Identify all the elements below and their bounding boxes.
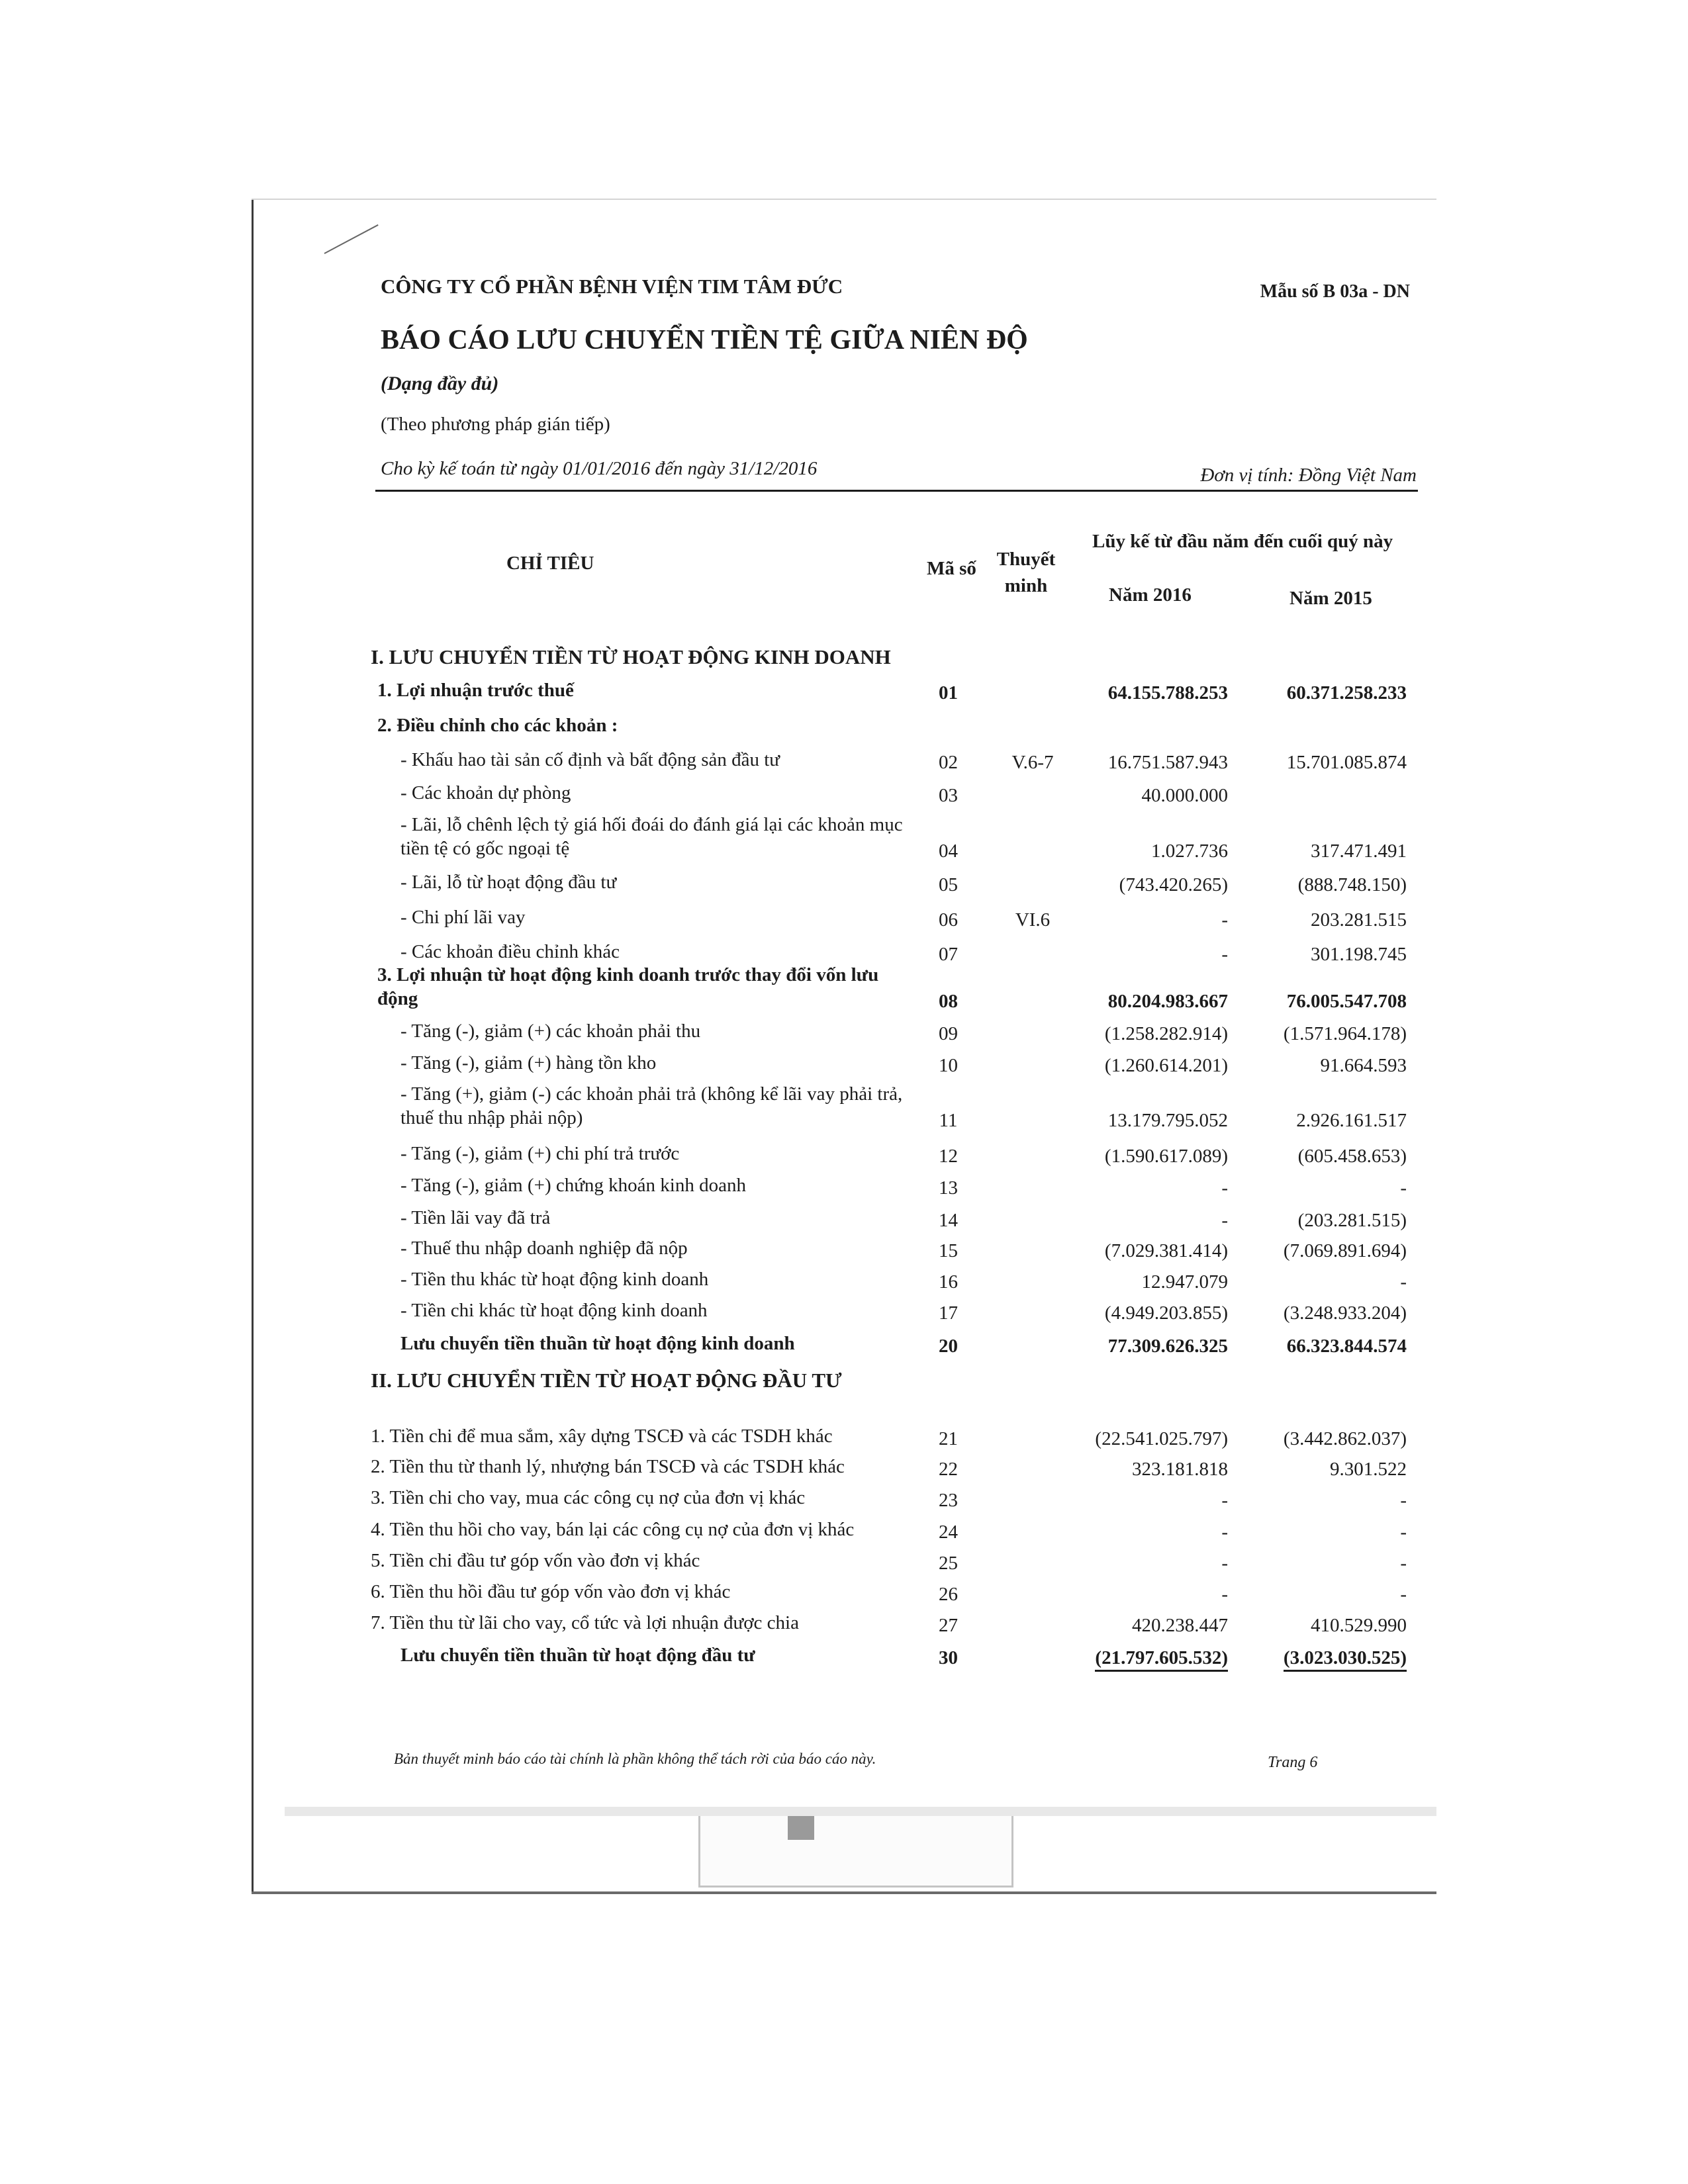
table-row: [0, 1643, 1688, 1675]
row-value-2015: -: [1400, 1490, 1407, 1511]
row-value-2015: (1.571.964.178): [1283, 1023, 1407, 1044]
row-label: - Lãi, lỗ từ hoạt động đầu tư: [400, 872, 617, 893]
column-header-thuyet-minh: Thuyết minh: [996, 549, 1056, 596]
table-row: [0, 1173, 1688, 1205]
report-period: Cho kỳ kế toán từ ngày 01/01/2016 đến ngày 31/12/2016: [381, 458, 818, 479]
row-value-2015: (3.023.030.525): [1225, 1647, 1407, 1669]
row-value-2015: 410.529.990: [1311, 1615, 1407, 1636]
row-value-2016: -: [1221, 1490, 1228, 1511]
row-code: 01: [939, 682, 958, 704]
row-value-2015: 203.281.515: [1311, 909, 1407, 931]
table-row: [0, 1332, 1688, 1363]
row-value-2016: 1.027.736: [1151, 841, 1228, 862]
row-label: - Các khoản dự phòng: [400, 782, 571, 803]
row-value-2016: -: [1221, 1177, 1228, 1199]
row-value-2016: (21.797.605.532): [1046, 1647, 1228, 1669]
table-row: [0, 1142, 1688, 1173]
row-code: 11: [939, 1110, 958, 1131]
row-value-2015: 9.301.522: [1330, 1459, 1407, 1480]
table-row: [0, 645, 1688, 677]
table-row: [0, 813, 1688, 866]
row-value-2015: -: [1400, 1584, 1407, 1605]
currency-unit: Đơn vị tính: Đồng Việt Nam: [1200, 465, 1417, 486]
row-value-2015: 301.198.745: [1311, 944, 1407, 965]
table-row: [0, 1455, 1688, 1486]
row-code: 06: [939, 909, 958, 931]
row-code: 17: [939, 1302, 958, 1324]
row-label: Lưu chuyển tiền thuần từ hoạt động kinh doanh: [400, 1333, 795, 1354]
table-row: [0, 870, 1688, 902]
report-method: (Theo phương pháp gián tiếp): [381, 414, 610, 435]
table-row: [0, 1369, 1688, 1400]
table-row: [0, 1611, 1688, 1643]
row-label: 6. Tiền thu hồi đầu tư góp vốn vào đơn vị khác: [371, 1581, 731, 1602]
row-value-2015: 76.005.547.708: [1286, 991, 1407, 1012]
row-value-2016: 77.309.626.325: [1107, 1336, 1228, 1357]
row-value-2015: (888.748.150): [1297, 874, 1407, 895]
table-row: [0, 1580, 1688, 1612]
row-label: 4. Tiền thu hồi cho vay, bán lại các công cụ nợ của đơn vị khác: [371, 1519, 855, 1540]
row-label: I. LƯU CHUYỂN TIỀN TỪ HOẠT ĐỘNG KINH DOANH: [371, 645, 891, 668]
table-row: [0, 748, 1688, 780]
row-label: - Thuế thu nhập doanh nghiệp đã nộp: [400, 1238, 688, 1259]
column-header-ma-so: Mã số: [927, 558, 976, 579]
table-row: [0, 1518, 1688, 1549]
row-value-2016: 13.179.795.052: [1107, 1110, 1228, 1131]
row-code: 07: [939, 944, 958, 965]
row-value-2016: (1.260.614.201): [1104, 1055, 1228, 1076]
footer-note: Bản thuyết minh báo cáo tài chính là phần không thể tách rời của báo cáo này.: [394, 1751, 876, 1767]
row-code: 14: [939, 1210, 958, 1231]
row-code: 12: [939, 1146, 958, 1167]
table-row: [0, 963, 1688, 1016]
row-label: Lưu chuyển tiền thuần từ hoạt động đầu tư: [400, 1645, 755, 1666]
row-value-2015: 2.926.161.517: [1296, 1110, 1407, 1131]
row-code: 30: [939, 1647, 958, 1668]
row-label: - Tăng (+), giảm (-) các khoản phải trả (không kể lãi vay phải trả, thuế thu nhập phải nộp): [400, 1083, 903, 1128]
company-name: CÔNG TY CỔ PHẦN BỆNH VIỆN TIM TÂM ĐỨC: [381, 275, 843, 298]
row-label: 3. Lợi nhuận từ hoạt động kinh doanh trước thay đổi vốn lưu động: [377, 964, 879, 1009]
row-label: 7. Tiền thu từ lãi cho vay, cổ tức và lợi nhuận được chia: [371, 1612, 799, 1633]
table-row: [0, 1019, 1688, 1051]
row-value-2016: (743.420.265): [1119, 874, 1228, 895]
page-number: Trang 6: [1268, 1754, 1318, 1771]
row-note: VI.6: [1015, 909, 1051, 931]
row-label: - Tăng (-), giảm (+) chứng khoán kinh doanh: [400, 1175, 746, 1196]
row-code: 08: [939, 991, 958, 1012]
row-code: 10: [939, 1055, 958, 1076]
report-subtitle: (Dạng đầy đủ): [381, 373, 499, 394]
row-label: II. LƯU CHUYỂN TIỀN TỪ HOẠT ĐỘNG ĐẦU TƯ: [371, 1369, 842, 1392]
row-value-2016: 420.238.447: [1132, 1615, 1228, 1636]
row-value-2015: 66.323.844.574: [1286, 1336, 1407, 1357]
row-label: - Các khoản điều chỉnh khác: [400, 941, 620, 962]
row-value-2016: (4.949.203.855): [1104, 1302, 1228, 1324]
row-code: 23: [939, 1490, 958, 1511]
row-value-2016: 16.751.587.943: [1107, 752, 1228, 773]
row-label: 2. Điều chỉnh cho các khoản :: [377, 715, 618, 736]
row-value-2015: (3.442.862.037): [1283, 1428, 1407, 1449]
row-value-2016: (7.029.381.414): [1104, 1240, 1228, 1261]
row-label: - Tăng (-), giảm (+) chi phí trả trước: [400, 1143, 680, 1164]
column-header-chi-tieu: CHỈ TIÊU: [506, 553, 594, 574]
row-value-2015: 91.664.593: [1320, 1055, 1407, 1076]
table-row: [0, 713, 1688, 745]
row-code: 25: [939, 1553, 958, 1574]
row-value-2015: 15.701.085.874: [1286, 752, 1407, 773]
table-row: [0, 1051, 1688, 1083]
table-row: [0, 1206, 1688, 1238]
row-value-2016: -: [1221, 1210, 1228, 1231]
row-value-2015: -: [1400, 1553, 1407, 1574]
row-value-2015: (203.281.515): [1297, 1210, 1407, 1231]
table-row: [0, 1424, 1688, 1456]
row-code: 03: [939, 785, 958, 806]
row-value-2015: 317.471.491: [1311, 841, 1407, 862]
row-value-2015: (605.458.653): [1297, 1146, 1407, 1167]
row-code: 13: [939, 1177, 958, 1199]
row-value-2015: (3.248.933.204): [1283, 1302, 1407, 1324]
row-value-2016: (1.258.282.914): [1104, 1023, 1228, 1044]
row-code: 24: [939, 1522, 958, 1543]
row-code: 16: [939, 1271, 958, 1293]
table-row: [0, 1549, 1688, 1580]
row-code: 05: [939, 874, 958, 895]
table-row: [0, 1486, 1688, 1518]
row-label: 2. Tiền thu từ thanh lý, nhượng bán TSCĐ và các TSDH khác: [371, 1456, 845, 1477]
row-note: V.6-7: [1011, 752, 1054, 773]
row-value-2015: -: [1400, 1271, 1407, 1293]
row-label: - Tăng (-), giảm (+) các khoản phải thu: [400, 1021, 701, 1042]
table-row: [0, 905, 1688, 937]
row-value-2016: -: [1221, 944, 1228, 965]
row-value-2015: 60.371.258.233: [1286, 682, 1407, 704]
form-code: Mẫu số B 03a - DN: [1260, 281, 1410, 302]
row-value-2016: -: [1221, 1522, 1228, 1543]
row-value-2016: -: [1221, 1553, 1228, 1574]
row-label: 1. Lợi nhuận trước thuế: [377, 680, 574, 701]
row-label: 1. Tiền chi để mua sắm, xây dựng TSCĐ và các TSDH khác: [371, 1426, 833, 1447]
row-label: - Chi phí lãi vay: [400, 907, 526, 928]
row-value-2016: 12.947.079: [1141, 1271, 1228, 1293]
row-value-2016: 80.204.983.667: [1107, 991, 1228, 1012]
column-header-luy-ke: Lũy kế từ đầu năm đến cuối quý này: [1092, 531, 1393, 552]
row-code: 20: [939, 1336, 958, 1357]
column-header-2015: Năm 2015: [1289, 588, 1372, 609]
row-value-2015: -: [1400, 1177, 1407, 1199]
row-value-2016: 64.155.788.253: [1107, 682, 1228, 704]
row-value-2015: (7.069.891.694): [1283, 1240, 1407, 1261]
row-code: 09: [939, 1023, 958, 1044]
row-value-2016: -: [1221, 1584, 1228, 1605]
row-code: 22: [939, 1459, 958, 1480]
row-value-2016: -: [1221, 909, 1228, 931]
row-label: - Lãi, lỗ chênh lệch tỷ giá hối đoái do đánh giá lại các khoản mục tiền tệ có gốc ngoại tệ: [400, 814, 903, 859]
row-label: - Tiền lãi vay đã trả: [400, 1207, 551, 1228]
row-code: 02: [939, 752, 958, 773]
table-row: [0, 1267, 1688, 1299]
row-code: 26: [939, 1584, 958, 1605]
table-row: [0, 1298, 1688, 1330]
row-value-2016: 323.181.818: [1132, 1459, 1228, 1480]
table-row: [0, 1236, 1688, 1268]
table-row: [0, 1082, 1688, 1135]
row-label: 5. Tiền chi đầu tư góp vốn vào đơn vị khác: [371, 1550, 700, 1571]
row-code: 27: [939, 1615, 958, 1636]
row-value-2016: (1.590.617.089): [1104, 1146, 1228, 1167]
row-label: - Khấu hao tài sản cố định và bất động sản đầu tư: [400, 749, 780, 770]
table-row: [0, 781, 1688, 813]
column-header-2016: Năm 2016: [1109, 584, 1192, 606]
row-code: 15: [939, 1240, 958, 1261]
table-row: [0, 678, 1688, 710]
row-code: 04: [939, 841, 958, 862]
row-value-2015: -: [1400, 1522, 1407, 1543]
row-label: - Tăng (-), giảm (+) hàng tồn kho: [400, 1052, 657, 1073]
row-value-2016: 40.000.000: [1141, 785, 1228, 806]
row-value-2016: (22.541.025.797): [1095, 1428, 1228, 1449]
report-title: BÁO CÁO LƯU CHUYỂN TIỀN TỆ GIỮA NIÊN ĐỘ: [381, 325, 1028, 355]
row-label: 3. Tiền chi cho vay, mua các công cụ nợ của đơn vị khác: [371, 1487, 806, 1508]
row-label: - Tiền chi khác từ hoạt động kinh doanh: [400, 1300, 708, 1321]
row-label: - Tiền thu khác từ hoạt động kinh doanh: [400, 1269, 709, 1290]
row-code: 21: [939, 1428, 958, 1449]
